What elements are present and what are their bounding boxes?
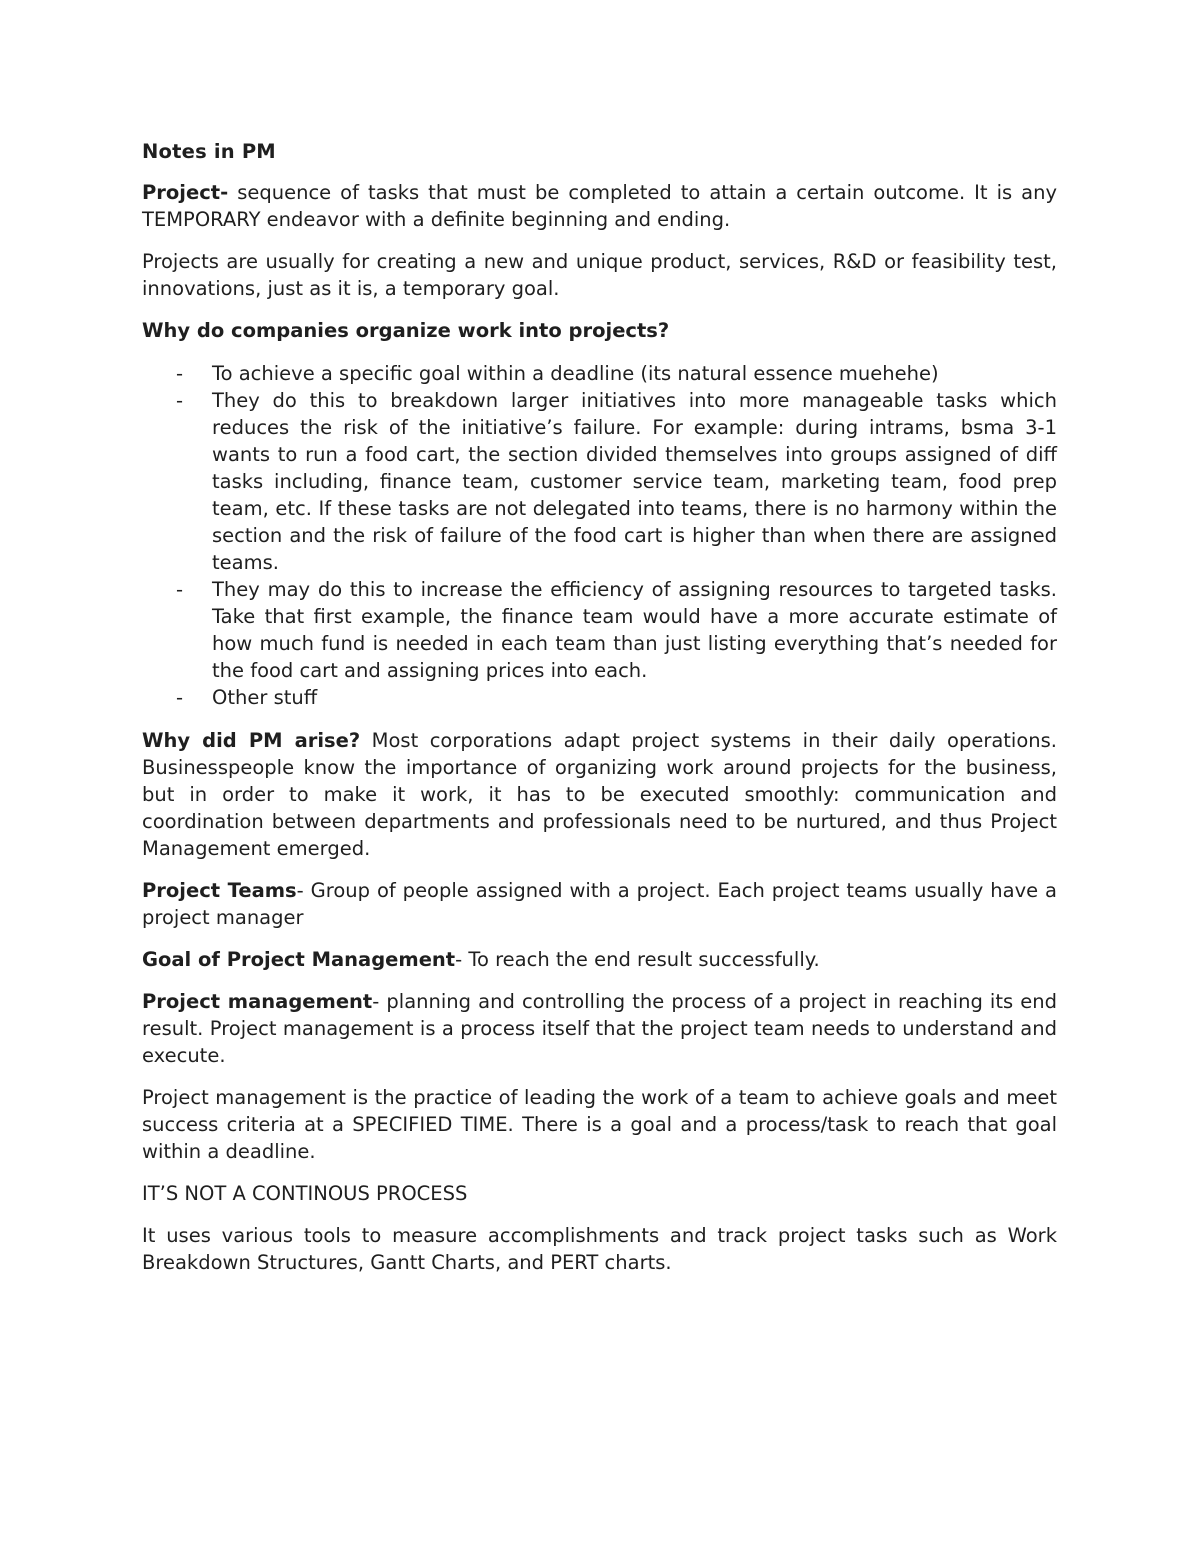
dash-marker: -	[176, 362, 184, 385]
why-pm-term: Why did PM arise?	[142, 729, 361, 752]
why-pm-text: Most corporations adapt project systems in their daily operations. Businesspeople know the importance of organizing work around projects for the business, but in order to make it work, it has to be executed smoothly: communication and coordination between departments and professionals need to be nurtured, and thus Project Management emerged.	[142, 729, 1058, 860]
pm-definition-text: - planning and controlling the process of a project in reaching its end result. Project management is a process itself that the project team needs to understand and execute.	[142, 990, 1058, 1067]
list-item-text: They may do this to increase the efficiency of assigning resources to targeted tasks. Take that first example, the finance team would have a more accurate estimate of how much fund is needed in each team than just listing everything that’s needed for the food cart and assigning prices into each.	[212, 578, 1057, 682]
project-term: Project-	[142, 181, 229, 204]
goal-pm-paragraph	[142, 946, 1057, 973]
list-item-text: To achieve a specific goal within a deadline (its natural essence muehehe)	[212, 362, 939, 385]
project-definition	[142, 179, 1057, 233]
tools-paragraph: It uses various tools to measure accomplishments and track project tasks such as Work Breakdown Structures, Gantt Charts, and PERT charts.	[142, 1224, 1057, 1274]
projects-usage-paragraph: Projects are usually for creating a new and unique product, services, R&D or feasibility test, innovations, just as it is, a temporary goal.	[142, 250, 1057, 300]
reasons-list	[142, 360, 1057, 711]
list-item	[142, 684, 1057, 711]
project-teams-term: Project Teams	[142, 879, 297, 902]
dash-marker: -	[176, 389, 184, 412]
list-item	[142, 360, 1057, 387]
list-item	[142, 576, 1057, 684]
list-item-text: They do this to breakdown larger initiatives into more manageable tasks which reduces the risk of the initiative’s failure. For example: during intrams, bsma 3-1 wants to run a food cart, the section divided themselves into groups assigned of diff tasks including, finance team, customer service team, marketing team, food prep team, etc. If these tasks are not delegated into teams, there is no harmony within the section and the risk of failure of the food cart is higher than when there are assigned teams.	[212, 389, 1057, 574]
pm-term: Project management	[142, 990, 373, 1013]
why-companies-heading: Why do companies organize work into projects?	[142, 319, 670, 342]
project-definition-text: sequence of tasks that must be completed to attain a certain outcome. It is any TEMPORARY endeavor with a definite beginning and ending.	[142, 181, 1057, 231]
not-continuous-note: IT’S NOT A CONTINOUS PROCESS	[142, 1182, 468, 1205]
document-title: Notes in PM	[142, 140, 276, 163]
document-page	[142, 138, 1057, 1291]
dash-marker: -	[176, 686, 184, 709]
goal-pm-term: Goal of Project Management	[142, 948, 456, 971]
goal-pm-text: - To reach the end result successfully.	[455, 948, 820, 971]
why-pm-paragraph	[142, 727, 1057, 862]
list-item-text: Other stuff	[212, 686, 318, 709]
project-teams-paragraph	[142, 877, 1057, 931]
list-item	[142, 387, 1057, 576]
dash-marker: -	[176, 578, 184, 601]
pm-practice-paragraph: Project management is the practice of leading the work of a team to achieve goals and meet success criteria at a SPECIFIED TIME. There is a goal and a process/task to reach that goal within a deadline.	[142, 1086, 1057, 1163]
project-teams-text: - Group of people assigned with a project. Each project teams usually have a project manager	[142, 879, 1057, 929]
pm-definition-paragraph	[142, 988, 1057, 1069]
